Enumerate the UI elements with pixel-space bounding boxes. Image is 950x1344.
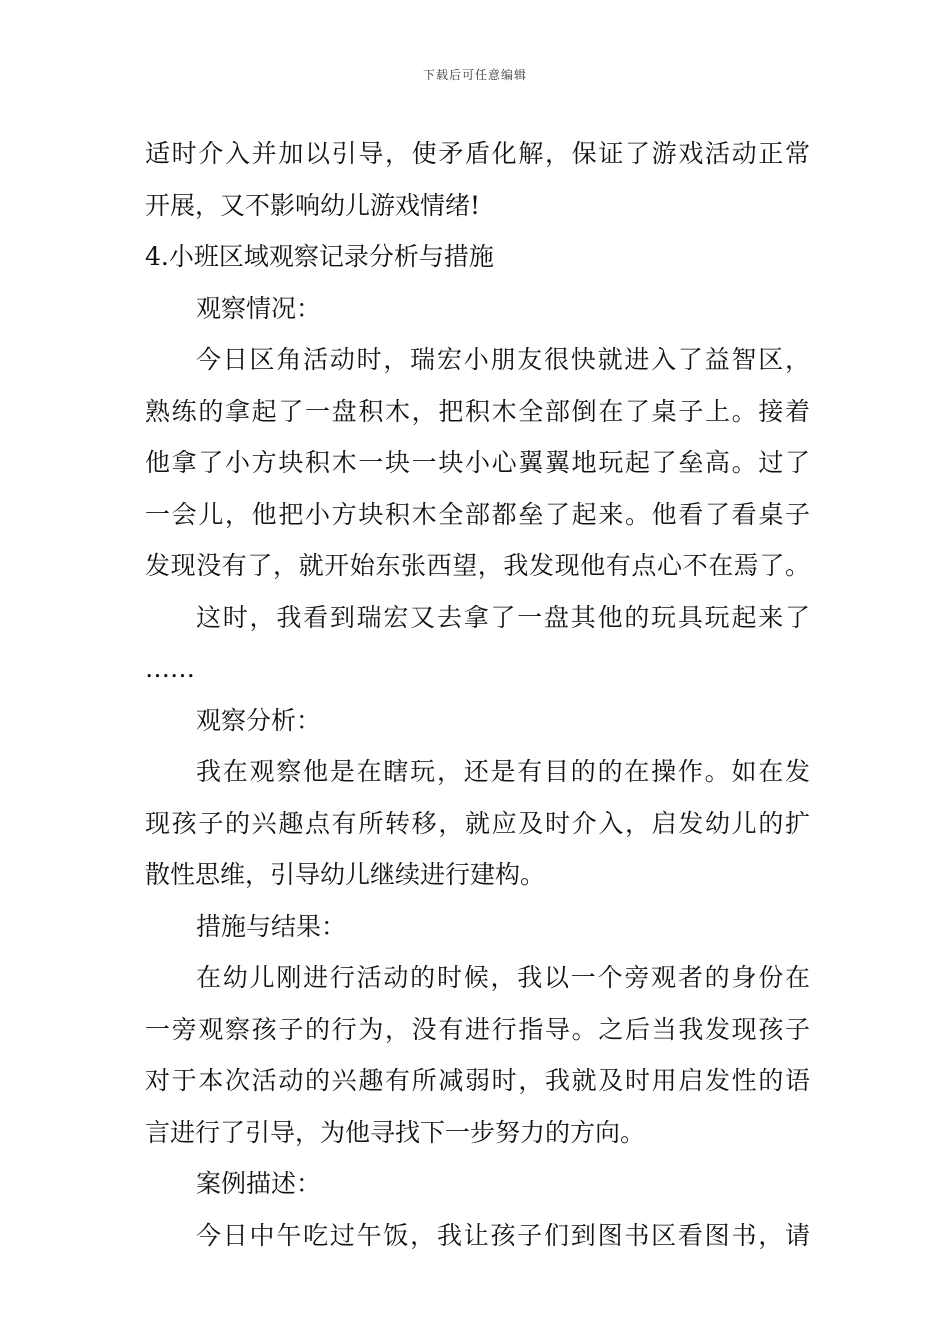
text-line: 发现没有了，就开始东张西望，我发现他有点心不在焉了。 [145,551,810,580]
text-line: 熟练的拿起了一盘积木，把积木全部倒在了桌子上。接着 [145,396,810,426]
text-line: 在幼儿刚进行活动的时候，我以一个旁观者的身份在 [196,963,810,992]
subheading-observation: 观察情况： [196,293,322,323]
text-line: 对于本次活动的兴趣有所减弱时，我就及时用启发性的语 [145,1066,810,1095]
text-line: 今日区角活动时，瑞宏小朋友很快就进入了益智区， [196,345,810,374]
header-note: 下载后可任意编辑 [422,68,527,82]
text-line: 一会儿，他把小方块积木全部都垒了起来。他看了看桌子 [145,499,810,529]
section-heading: 4.小班区域观察记录分析与措施 [145,242,494,271]
text-line: 我在观察他是在瞎玩，还是有目的的在操作。如在发 [196,757,810,786]
text-line: …… [145,654,195,683]
text-line: 适时介入并加以引导，使矛盾化解，保证了游戏活动正常 [145,139,810,168]
subheading-case: 案例描述： [196,1169,322,1198]
subheading-analysis: 观察分析： [196,705,322,735]
document-body [145,128,810,1261]
text-line: 开展，又不影响幼儿游戏情绪! [145,190,481,220]
text-line: 一旁观察孩子的行为，没有进行指导。之后当我发现孩子 [145,1014,810,1044]
text-line: 散性思维，引导幼儿继续进行建构。 [145,860,546,889]
text-line: 言进行了引导，为他寻找下一步努力的方向。 [145,1117,646,1147]
text-line: 现孩子的兴趣点有所转移，就应及时介入，启发幼儿的扩 [145,808,810,838]
text-line: 他拿了小方块积木一块一块小心翼翼地玩起了垒高。过了 [145,448,810,477]
subheading-measures: 措施与结果： [196,911,347,941]
text-line: 这时，我看到瑞宏又去拿了一盘其他的玩具玩起来了 [196,602,810,632]
text-line: 今日中午吃过午饭，我让孩子们到图书区看图书，请 [196,1220,810,1250]
